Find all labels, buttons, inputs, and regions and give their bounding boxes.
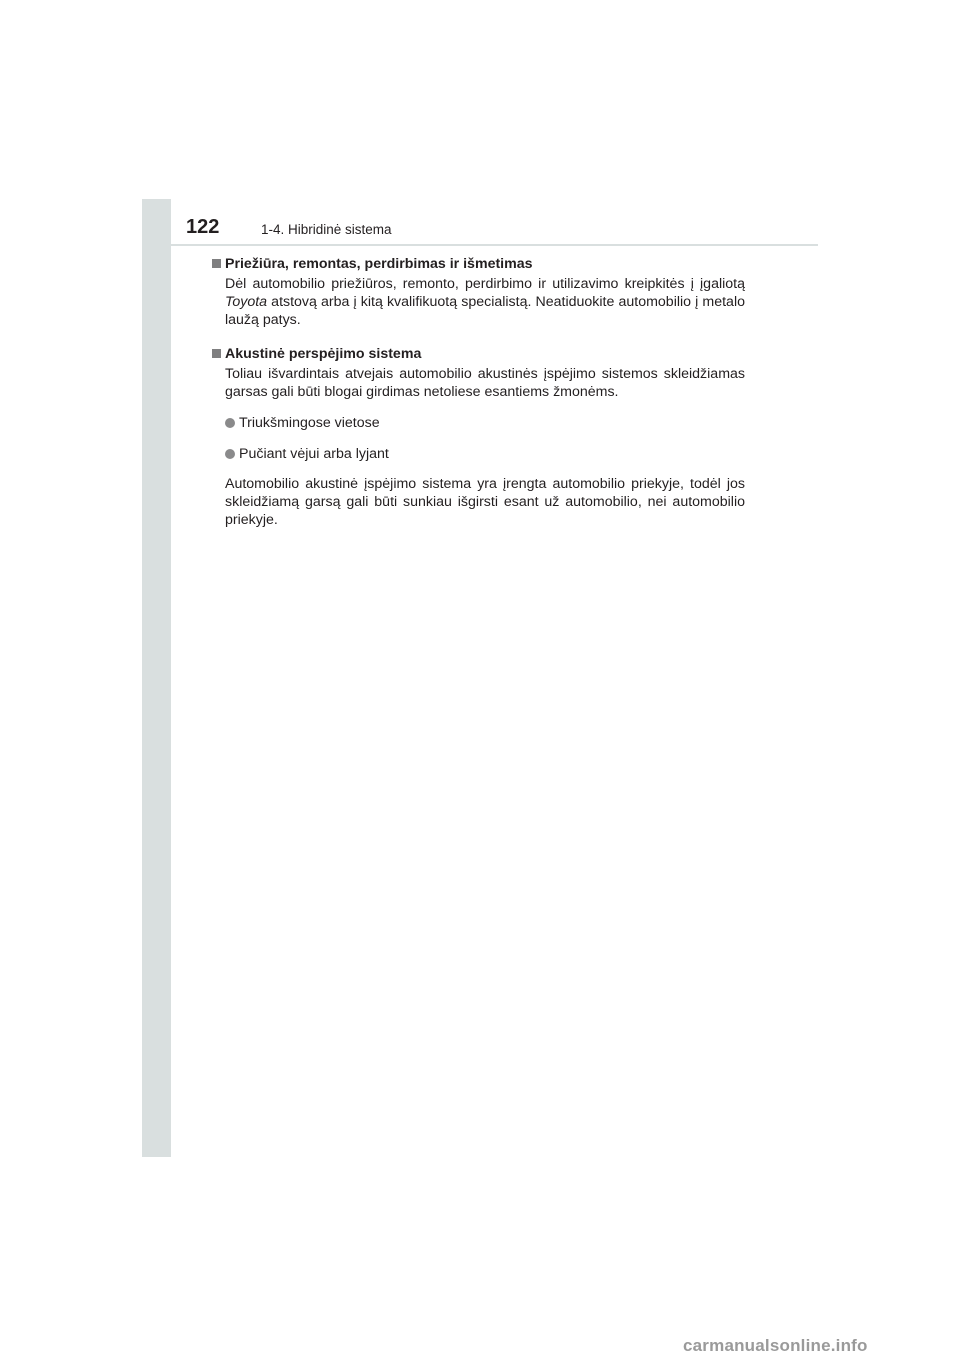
section-heading-text: Akustinė perspėjimo sistema [225,345,422,362]
list-item [225,445,745,463]
circle-bullet-icon [225,418,235,428]
section-heading-maintenance [212,254,745,273]
square-bullet-icon [212,349,221,358]
section-heading-text: Priežiūra, remontas, perdirbimas ir išmetimas [225,255,533,272]
list-item-text: Pučiant vėjui arba lyjant [239,446,389,462]
square-bullet-icon [212,259,221,268]
list-item-text: Triukšmingose vietose [239,415,380,431]
side-tab-strip [142,199,171,1157]
maintenance-text-start: Dėl automobilio priežiūros, remonto, perdirbimo ir utilizavimo kreipkitės į įgaliotą [225,276,745,292]
page-number: 122 [186,216,220,238]
brand-name: Toyota [225,294,268,310]
footer-watermark: carmanualsonline.info [683,1336,868,1355]
acoustic-closing-paragraph: Automobilio akustinė įspėjimo sistema yra įrengta automobilio priekyje, todėl jos skleidžiamą garsą gali būti sunkiau išgirsti esant už automobilio, nei automobilio priekyje. [225,476,745,528]
circle-bullet-icon [225,449,235,459]
maintenance-paragraph [225,275,745,329]
running-header: 1-4. Hibridinė sistema [261,222,392,237]
list-item [225,414,745,432]
section-heading-acoustic [212,344,745,363]
header-rule [142,244,818,246]
maintenance-text-end: atstovą arba į kitą kvalifikuotą specialistą. Neatiduokite automobilio į metalo laužą patys. [225,294,745,328]
page-content [212,254,745,529]
acoustic-intro-paragraph: Toliau išvardintais atvejais automobilio akustinės įspėjimo sistemos skleidžiamas garsas gali būti blogai girdimas netoliese esantiems žmonėms. [225,366,745,400]
